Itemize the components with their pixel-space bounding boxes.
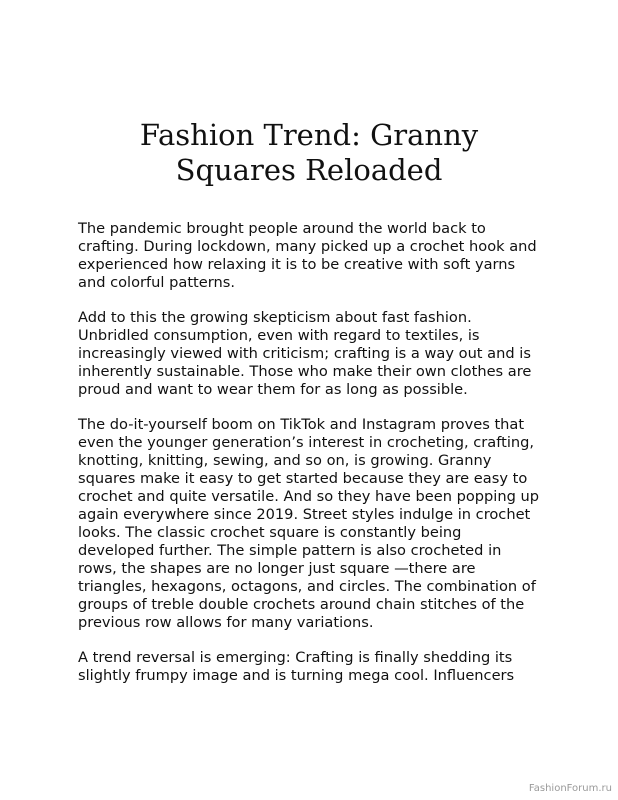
- page-title: [0, 118, 618, 188]
- paragraph-3: The do-it-yourself boom on TikTok and Instagram proves that even the younger generation’s interest in crocheting, crafting, knotting, knitting, sewing, and so on, is growing. Granny squares make it easy to get started because they are easy to crochet and quite versatile. And so they have been popping up again everywhere since 2019. Street styles indulge in crochet looks. The classic crochet square is constantly being developed further. The simple pattern is also crocheted in rows, the shapes are no longer just square —there are triangles, hexagons, octagons, and circles. The combination of groups of treble double crochets around chain stitches of the previous row allows for many variations.: [78, 416, 540, 631]
- paragraph-1: The pandemic brought people around the world back to crafting. During lockdown, many picked up a crochet hook and experienced how relaxing it is to be creative with soft yarns and colorful patterns.: [78, 220, 537, 291]
- title-line-2: Squares Reloaded: [175, 153, 443, 187]
- article-body: [78, 220, 540, 702]
- title-line-1: Fashion Trend: Granny: [139, 118, 479, 152]
- watermark: FashionForum.ru: [528, 783, 612, 794]
- paragraph-4: A trend reversal is emerging: Crafting is finally shedding its slightly frumpy image and is turning mega cool. Influencers: [78, 649, 515, 684]
- paragraph-2: Add to this the growing skepticism about fast fashion. Unbridled consumption, even with regard to textiles, is increasingly viewed with criticism; crafting is a way out and is inherently sustainable. Those who make their own clothes are proud and want to wear them for as long as possible.: [78, 309, 532, 398]
